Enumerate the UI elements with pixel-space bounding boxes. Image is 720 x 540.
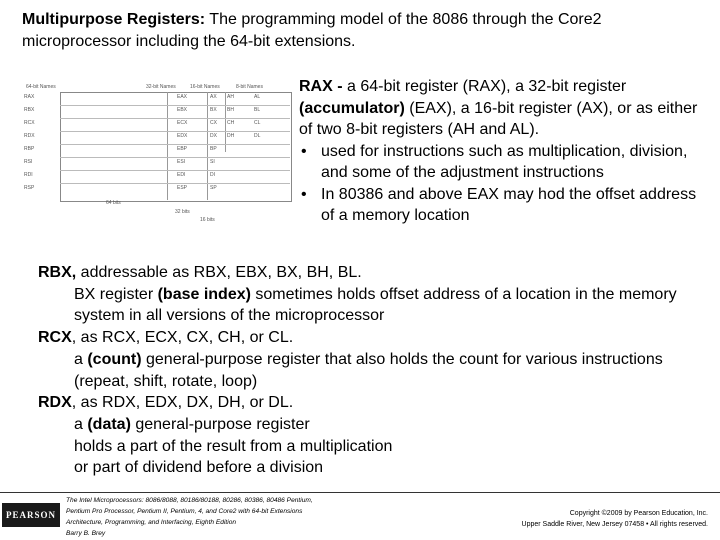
reg-8-high: BH: [227, 107, 234, 113]
bits-32: 32 bits: [175, 209, 190, 215]
rbx-name: RBX,: [38, 264, 77, 281]
rcx-l1b: (count): [87, 350, 142, 368]
reg-16-name: SP: [210, 185, 217, 191]
row-divider: [60, 105, 290, 106]
cite-line: Pentium Pro Processor, Pentium II, Pentium, 4, and Core2 with 64-bit Extensions: [66, 508, 303, 515]
rcx-heading: [38, 327, 710, 349]
reg-16-name: DI: [210, 172, 215, 178]
row-divider: [60, 170, 290, 171]
rax-text: [299, 76, 709, 141]
rcx-line: [38, 349, 710, 392]
reg-64-name: RDX: [24, 133, 35, 139]
reg-32-name: EBP: [177, 146, 188, 152]
bits-64: 64 bits: [106, 200, 121, 206]
rbx-l1c: sometimes holds offset address of a location in the memory system in all versions of the microprocessor: [74, 285, 677, 325]
reg-16-name: DX: [210, 133, 217, 139]
reg-64-name: RSI: [24, 159, 33, 165]
rdx-line: holds a part of the result from a multiplication: [74, 437, 393, 455]
reg-16-name: BP: [210, 146, 217, 152]
cite-line: Barry B. Brey: [66, 530, 106, 537]
rdx-heading: [38, 392, 710, 414]
reg-64-name: RBX: [24, 107, 35, 113]
row-divider: [60, 118, 290, 119]
cite-line: Architecture, Programming, and Interfacing, Eighth Edition: [66, 519, 237, 526]
rdx-line: or part of dividend before a division: [74, 459, 324, 477]
reg-32-name: EDI: [177, 172, 186, 178]
title-bold: Multipurpose Registers:: [22, 11, 206, 28]
copyright: [408, 508, 708, 530]
footer-divider: [0, 492, 720, 493]
reg-64-name: RAX: [24, 94, 35, 100]
rax-bullet: • used for instructions such as multiplication, division, and some of the adjustment instructions: [299, 141, 709, 184]
rax-section: [299, 76, 709, 227]
reg-8-high: CH: [227, 120, 235, 126]
slide-title: [22, 9, 712, 53]
header-64: 64-bit Names: [26, 84, 56, 90]
reg-32-name: ESI: [177, 159, 186, 165]
reg-8-low: BL: [254, 107, 261, 113]
rcx-l1a: a: [74, 350, 88, 368]
rdx-l1b: (data): [87, 415, 131, 433]
rax-bullet: • In 80386 and above EAX may hod the offset address of a memory location: [299, 184, 709, 227]
reg-32-name: ECX: [177, 120, 188, 126]
rdx-line: [38, 414, 710, 436]
reg-16-name: SI: [210, 159, 215, 165]
row-divider: [60, 131, 290, 132]
reg-64-name: RCX: [24, 120, 35, 126]
header-32: 32-bit Names: [146, 84, 176, 90]
reg-32-name: EBX: [177, 107, 188, 113]
reg-32-name: EAX: [177, 94, 188, 100]
rax-lead-text: a 64-bit register (RAX), a 32-bit register: [342, 78, 627, 95]
rbx-l1a: BX register: [74, 285, 158, 303]
reg-8-low: CL: [254, 120, 261, 126]
rdx-l1a: a: [74, 415, 88, 433]
pearson-logo: PEARSON: [2, 503, 60, 527]
rdx-l1c: general-purpose register: [130, 415, 310, 433]
rbx-heading: [38, 262, 710, 284]
rax-lead-bold: RAX -: [299, 78, 343, 95]
reg-8-high: AH: [227, 94, 234, 100]
reg-8-low: AL: [254, 94, 261, 100]
row-divider: [60, 157, 290, 158]
row-divider: [60, 183, 290, 184]
rbx-desc: addressable as RBX, EBX, BX, BH, BL.: [76, 264, 362, 281]
reg-8-high: DH: [227, 133, 235, 139]
row-divider: [60, 144, 290, 145]
reg-8-low: DL: [254, 133, 261, 139]
reg-64-name: RDI: [24, 172, 33, 178]
rbx-line: [38, 284, 710, 327]
cite-line: The Intel Microprocessors: 8086/8088, 80186/80188, 80286, 80386, 80486 Pentium,: [66, 497, 313, 504]
rax-acc-bold: (accumulator): [299, 99, 405, 117]
copyright-line: Copyright ©2009 by Pearson Education, Inc.: [569, 510, 708, 517]
bits-16: 16 bits: [200, 217, 215, 223]
header-16: 16-bit Names: [190, 84, 220, 90]
title-rest: The programming model of the 8086 through the Core2 microprocessor including the 64-bit extensions.: [22, 11, 602, 50]
sep-8: [225, 92, 226, 152]
reg-32-name: ESP: [177, 185, 188, 191]
rcx-desc: , as RCX, ECX, CX, CH, or CL.: [71, 329, 294, 347]
header-8: 8-bit Names: [236, 84, 263, 90]
reg-16-name: AX: [210, 94, 217, 100]
rcx-name: RCX: [38, 329, 72, 347]
reg-64-name: RBP: [24, 146, 35, 152]
rcx-l1c: general-purpose register that also holds the count for various instructions (repeat, shift, rotate, loop): [74, 350, 663, 390]
book-citation: [66, 495, 406, 539]
copyright-line: Upper Saddle River, New Jersey 07458 • All rights reserved.: [521, 521, 708, 528]
rdx-desc: , as RDX, EDX, DX, DH, or DL.: [71, 394, 294, 412]
register-diagram: [22, 78, 277, 230]
reg-16-name: CX: [210, 120, 217, 126]
rbx-l1b: (base index): [157, 285, 251, 303]
rdx-name: RDX: [38, 394, 72, 412]
register-descriptions: [38, 262, 710, 479]
reg-64-name: RSP: [24, 185, 35, 191]
reg-32-name: EDX: [177, 133, 188, 139]
rax-acc-text: (EAX), a 16-bit register (AX), or as either of two 8-bit registers (AH and AL).: [299, 99, 698, 138]
reg-16-name: BX: [210, 107, 217, 113]
